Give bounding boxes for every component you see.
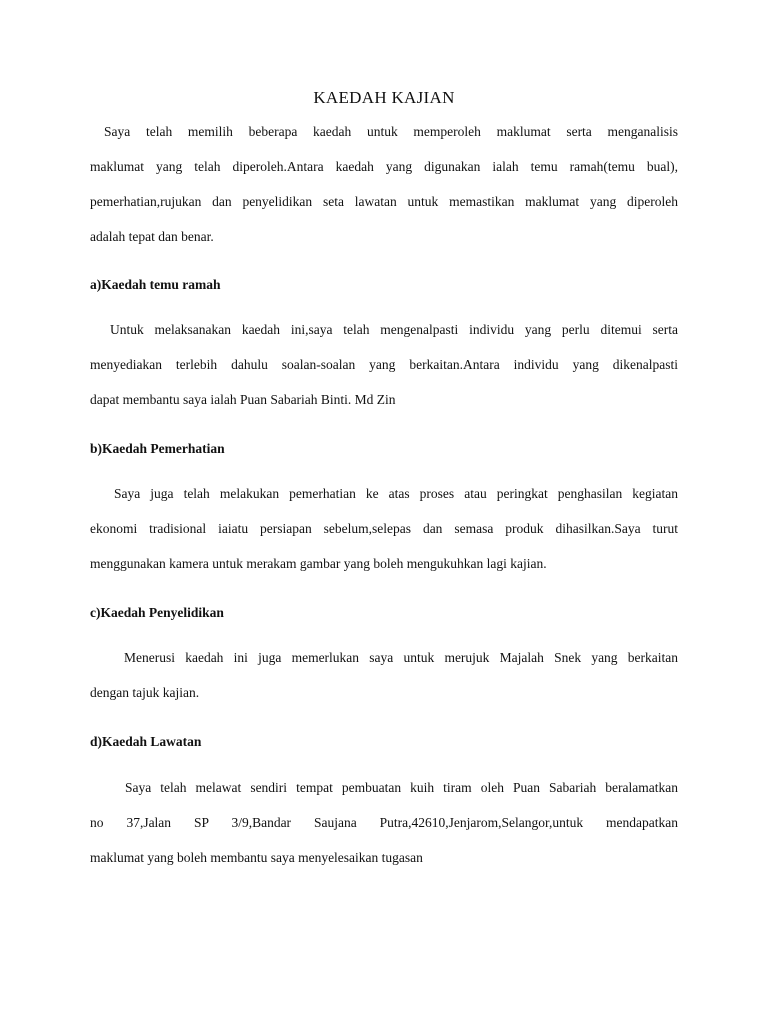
section-heading-lawatan: d)Kaedah Lawatan bbox=[90, 734, 202, 749]
paragraph-line: Saya juga telah melakukan pemerhatian ke atas proses atau peringkat penghasilan kegiatan bbox=[114, 486, 678, 501]
paragraph-line: no 37,Jalan SP 3/9,Bandar Saujana Putra,42610,Jenjarom,Selangor,untuk mendapatkan bbox=[90, 815, 678, 830]
paragraph-line: Untuk melaksanakan kaedah ini,saya telah mengenalpasti individu yang perlu ditemui serta bbox=[110, 322, 678, 337]
intro-line: adalah tepat dan benar. bbox=[90, 229, 214, 244]
section-heading-penyelidikan: c)Kaedah Penyelidikan bbox=[90, 605, 224, 620]
intro-line: pemerhatian,rujukan dan penyelidikan seta lawatan untuk memastikan maklumat yang diperoleh bbox=[90, 194, 678, 209]
section-heading-temu-ramah: a)Kaedah temu ramah bbox=[90, 277, 221, 292]
intro-line: maklumat yang telah diperoleh.Antara kaedah yang digunakan ialah temu ramah(temu bual), bbox=[90, 159, 678, 174]
paragraph-line: dapat membantu saya ialah Puan Sabariah Binti. Md Zin bbox=[90, 392, 396, 407]
paragraph-line: Menerusi kaedah ini juga memerlukan saya untuk merujuk Majalah Snek yang berkaitan bbox=[124, 650, 678, 665]
paragraph-line: ekonomi tradisional iaiatu persiapan sebelum,selepas dan semasa produk dihasilkan.Saya turut bbox=[90, 521, 678, 536]
paragraph-line: menggunakan kamera untuk merakam gambar yang boleh mengukuhkan lagi kajian. bbox=[90, 556, 547, 571]
paragraph-line: menyediakan terlebih dahulu soalan-soalan yang berkaitan.Antara individu yang dikenalpasti bbox=[90, 357, 678, 372]
intro-line: Saya telah memilih beberapa kaedah untuk memperoleh maklumat serta menganalisis bbox=[104, 124, 678, 139]
paragraph-line: Saya telah melawat sendiri tempat pembuatan kuih tiram oleh Puan Sabariah beralamatkan bbox=[125, 780, 678, 795]
section-heading-pemerhatian: b)Kaedah Pemerhatian bbox=[90, 441, 225, 456]
paragraph-line: maklumat yang boleh membantu saya menyelesaikan tugasan bbox=[90, 850, 423, 865]
paragraph-line: dengan tajuk kajian. bbox=[90, 685, 200, 700]
page-title: KAEDAH KAJIAN bbox=[313, 88, 455, 107]
